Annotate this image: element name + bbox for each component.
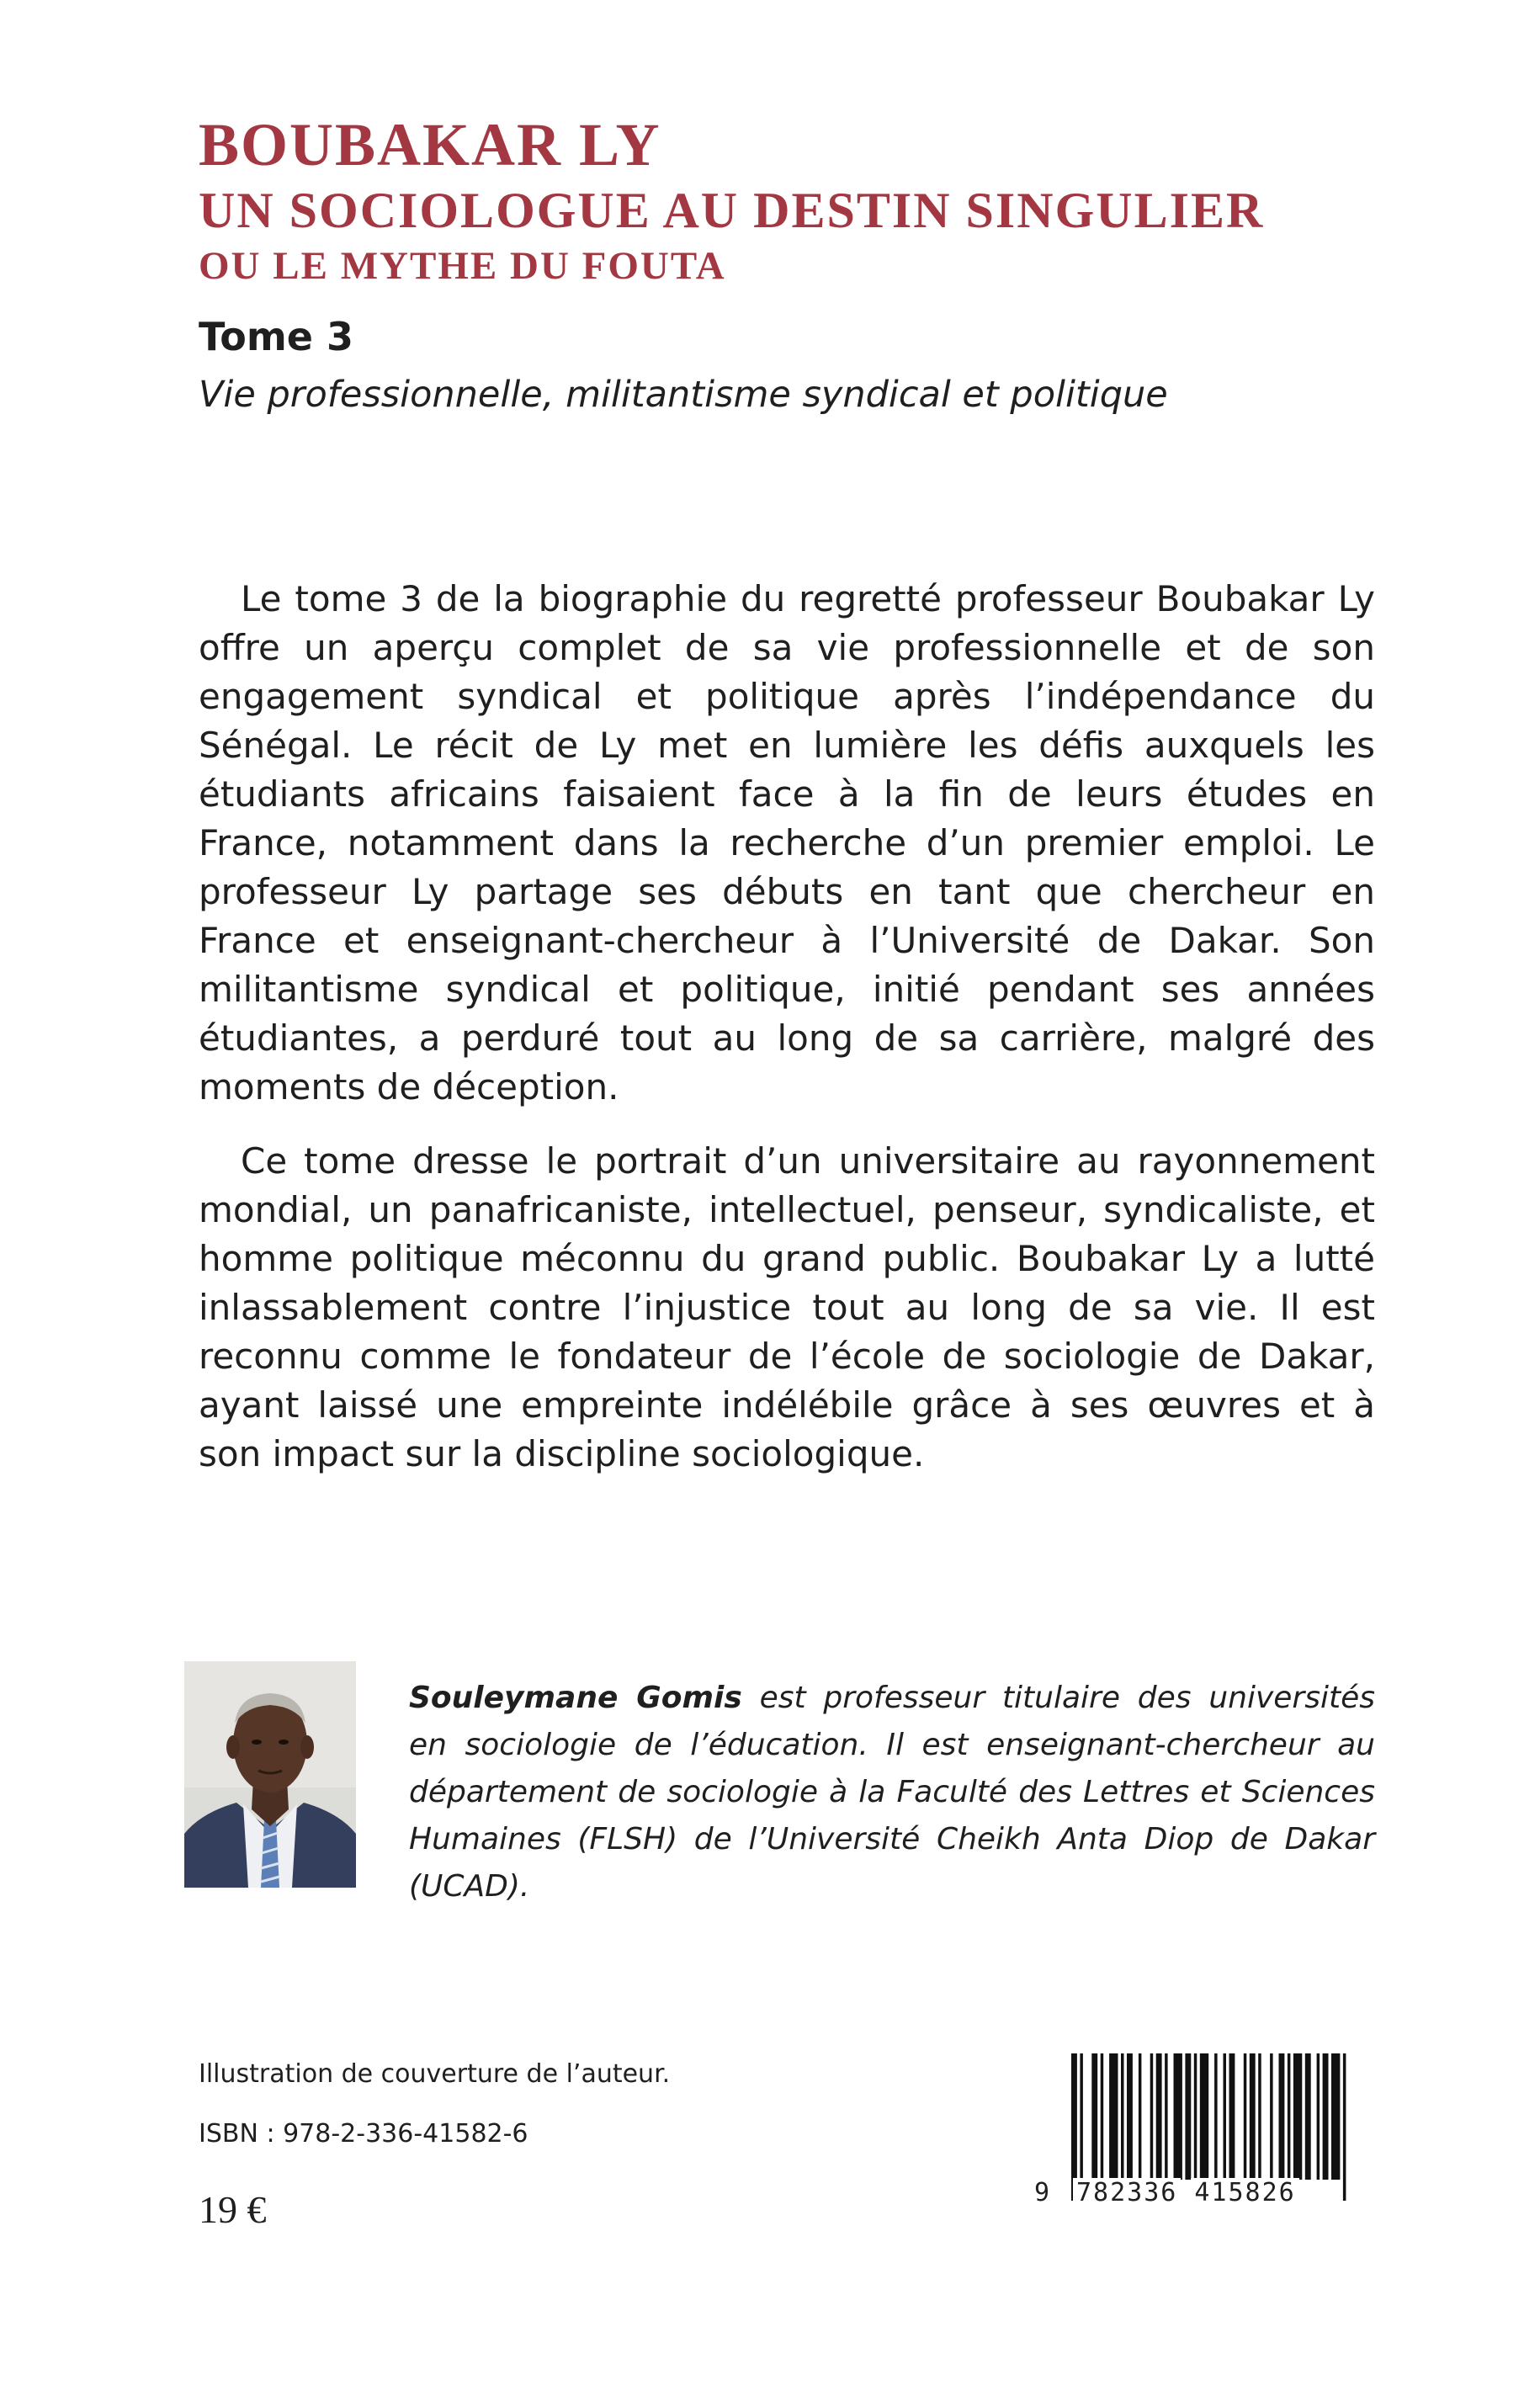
barcode-bar bbox=[1229, 2053, 1235, 2180]
barcode-digit-group: 782336 bbox=[1073, 2178, 1181, 2208]
title-block bbox=[199, 109, 1377, 419]
barcode-bar bbox=[1331, 2053, 1340, 2180]
author-bio bbox=[409, 1675, 1375, 1910]
book-subtitle: UN SOCIOLOGUE AU DESTIN SINGULIER bbox=[199, 183, 1265, 238]
price: 19 € bbox=[199, 2188, 267, 2231]
barcode-bar bbox=[1293, 2053, 1302, 2180]
barcode-bar bbox=[1270, 2053, 1273, 2180]
summary-paragraph: Ce tome dresse le portrait d’un universitaire au rayonnement mondial, un panafricaniste, intellectuel, penseur, syndicaliste, et homme politique méconnu du grand public. Boubakar Ly a lutté inlassablement contre l’injustice tout au long de sa vie. Il est reconnu comme le fondateur de l’école de sociologie de Dakar, ayant laissé une empreinte indélébile grâce à ses œuvres et à son impact sur la discipline sociologique. bbox=[199, 1140, 1375, 1474]
barcode-digit-group: 415826 bbox=[1191, 2178, 1298, 2208]
author-name: Souleymane Gomis bbox=[409, 1681, 742, 1715]
barcode-bar bbox=[1150, 2053, 1154, 2180]
tome-subtitle: Vie professionnelle, militantisme syndical et politique bbox=[199, 374, 1168, 416]
barcode-digits bbox=[1034, 2178, 1371, 2208]
barcode-bar bbox=[1165, 2053, 1168, 2180]
barcode-bar bbox=[1121, 2053, 1124, 2180]
barcode-bar bbox=[1288, 2053, 1291, 2180]
barcode-bar bbox=[1224, 2053, 1227, 2180]
tome-label: Tome 3 bbox=[199, 314, 354, 359]
author-bio-text: est professeur titulaire des universités en sociologie de l’éducation. Il est enseignant-chercheur au département de sociologie à la Faculté des Lettres et Sciences Humaines (FLSH) de l’Université Cheikh Anta Diop de Dakar (UCAD). bbox=[409, 1681, 1375, 1904]
barcode-bar bbox=[1279, 2053, 1285, 2180]
isbn: ISBN : 978-2-336-41582-6 bbox=[199, 2119, 528, 2149]
book-title: BOUBAKAR LY bbox=[199, 111, 661, 178]
book-subtitle-secondary: OU LE MYTHE DU FOUTA bbox=[199, 244, 726, 288]
barcode-bar bbox=[1127, 2053, 1133, 2180]
barcode-bar bbox=[1258, 2053, 1261, 2180]
summary-paragraph: Le tome 3 de la biographie du regretté professeur Boubakar Ly offre un aperçu complet de sa vie professionnelle et de son engagement syndical et politique après l’indépendance du Sénégal. Le récit de Ly met en lumière les défis auxquels les étudiants africains faisaient face à la fin de leurs études en France, notamment dans la recherche d’un premier emploi. Le professeur Ly partage ses débuts en tant que chercheur en France et enseignant-chercheur à l’Université de Dakar. Son militantisme syndical et politique, initié pendant ses années étudiantes, a perduré tout au long de sa carrière, malgré des moments de déception. bbox=[199, 578, 1375, 1108]
barcode-bar bbox=[1323, 2053, 1329, 2180]
barcode-bar bbox=[1185, 2053, 1191, 2180]
barcode-bar bbox=[1156, 2053, 1162, 2180]
barcode-bar bbox=[1317, 2053, 1320, 2180]
barcode-bar bbox=[1194, 2053, 1197, 2180]
barcode-bar bbox=[1244, 2053, 1247, 2180]
barcode-bar bbox=[1139, 2053, 1142, 2180]
barcode-bar bbox=[1305, 2053, 1311, 2180]
barcode-bar bbox=[1174, 2053, 1182, 2180]
barcode-bar bbox=[1101, 2053, 1104, 2180]
cover-credit: Illustration de couverture de l’auteur. bbox=[199, 2059, 671, 2089]
barcode-bar bbox=[1091, 2053, 1097, 2180]
book-summary bbox=[199, 575, 1375, 1504]
barcode-bar bbox=[1250, 2053, 1256, 2180]
barcode-bar bbox=[1200, 2053, 1208, 2180]
barcode-lead-digit: 9 bbox=[1034, 2178, 1050, 2207]
author-photo bbox=[184, 1661, 356, 1888]
barcode-bar bbox=[1109, 2053, 1118, 2180]
